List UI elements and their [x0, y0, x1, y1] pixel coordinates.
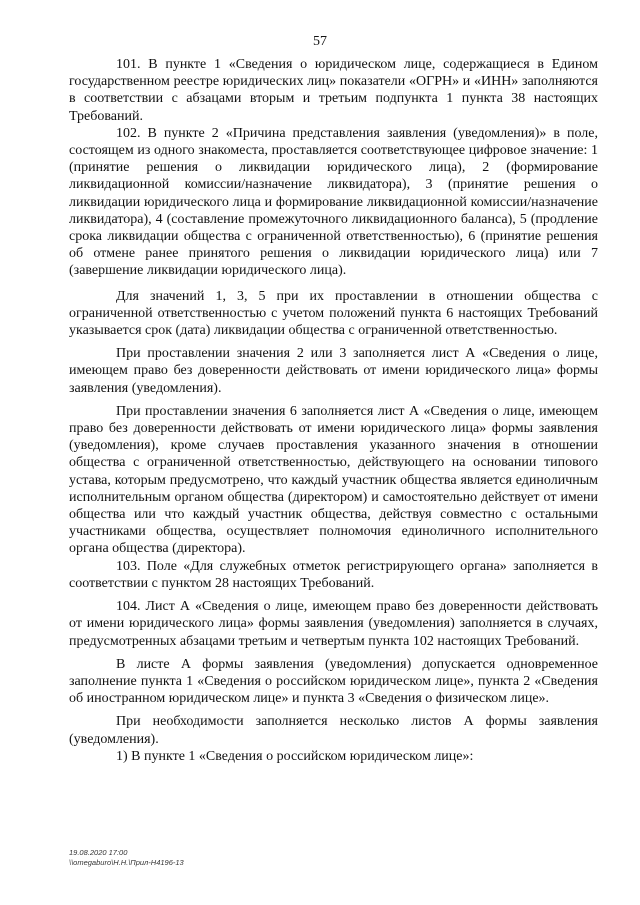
paragraph-102: 102. В пункте 2 «Причина представления заявления (уведомления)» в поле, состоящем из одного знакоместа, проставляется соответствующее цифровое значение: 1 (принятие решения о ликвидации юридического лица), 2 (формирование ликвидационной комиссии/назначение ликвидатора), 3 (принятие решения о ликвидации юридического лица и формирование ликвидационной комиссии/назначение ликвидатора), 4 (составление промежуточного ликвидационного баланса), 5 (продление срока ликвидации общества с ограниченной ответственностью), 6 (принятие решения об отмене ранее принятого решения о ликвидации юридического лица) или 7 (завершение ликвидации юридического лица).	[69, 125, 598, 279]
paragraph-101: 101. В пункте 1 «Сведения о юридическом лице, содержащиеся в Едином государственном реестре юридических лиц» показатели «ОГРН» и «ИНН» заполняются в соответствии с абзацами вторым и третьим подпункта 1 пункта 38 настоящих Требований.	[69, 57, 598, 124]
footer-timestamp: 19.08.2020 17:00	[69, 848, 128, 857]
document-body	[69, 56, 598, 765]
document-footer	[69, 848, 184, 868]
paragraph-subitem-1: 1) В пункте 1 «Сведения о российском юридическом лице»:	[116, 748, 474, 764]
paragraph-multiple-sheets: При необходимости заполняется несколько листов А формы заявления (уведомления).	[69, 714, 598, 747]
paragraph-values-1-3-5: Для значений 1, 3, 5 при их проставлении в отношении общества с ограниченной ответственностью с учетом положений пункта 6 настоящих Требований указывается срок (дата) ликвидации общества с ограниченной ответственностью.	[69, 288, 598, 339]
footer-file-path: \\omegaburo\Н.Н.\Прил-Н4196-13	[69, 858, 184, 867]
paragraph-104: 104. Лист А «Сведения о лице, имеющем право без доверенности действовать от имени юридического лица» формы заявления (уведомления) заполняется в случаях, предусмотренных абзацами третьим и четвертым пункта 102 настоящих Требований.	[69, 599, 598, 649]
paragraph-values-2-3: При проставлении значения 2 или 3 заполняется лист А «Сведения о лице, имеющем право без доверенности действовать от имени юридического лица» формы заявления (уведомления).	[69, 346, 598, 396]
paragraph-sheet-a: В листе А формы заявления (уведомления) допускается одновременное заполнение пункта 1 «Сведения о российском юридическом лице», пункта 2 «Сведения об иностранном юридическом лице» и пункта 3 «Сведения о физическом лице».	[69, 656, 598, 707]
paragraph-value-6: При проставлении значения 6 заполняется лист А «Сведения о лице, имеющем право без доверенности действовать от имени юридического лица» формы заявления (уведомления), кроме случаев проставления указанного значения в отношении общества с ограниченной ответственностью, действующего на основании типового устава, которым предусмотрено, что каждый участник общества является единоличным исполнительным органом общества (директором) и самостоятельно действует от имени общества или что каждый участник общества, действуя совместно с остальными участниками общества, осуществляет полномочия единоличного исполнительного органа общества (директора).	[69, 403, 598, 557]
page-number: 57	[313, 34, 327, 49]
paragraph-103: 103. Поле «Для служебных отметок регистрирующего органа» заполняется в соответствии с пунктом 28 настоящих Требований.	[69, 558, 598, 591]
